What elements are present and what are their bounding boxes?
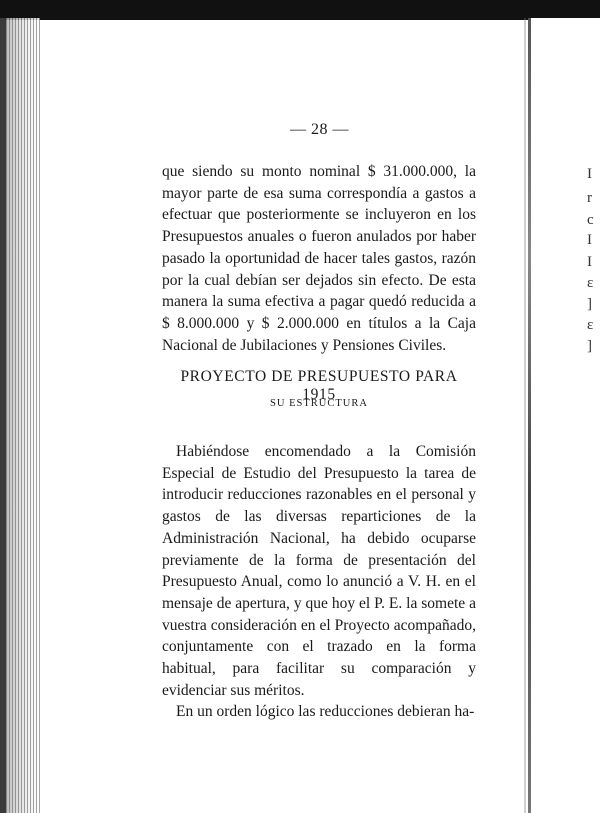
adjacent-page-fragment: I	[587, 232, 592, 248]
adjacent-page-fragment: c	[587, 212, 594, 228]
paragraph-1-text: que siendo su monto nominal $ 31.000.000, la mayor parte de esa suma correspondía a gastos a efectuar que posteriormente se incluyeron en los Presupuestos anuales o fueron anulados por haber pasado la oportunidad de hacer tales gastos, razón por la cual debían ser dejados sin efecto. De esta manera la suma efectiva a pagar quedó reducida a $ 8.000.000 y $ 2.000.000 en títulos a la Caja Nacional de Jubilaciones y Pensiones Civiles.	[162, 163, 476, 354]
section-heading: PROYECTO DE PRESUPUESTO PARA 1915	[180, 368, 458, 403]
adjacent-page-fragment: ]	[587, 338, 592, 354]
adjacent-page-fragment: r	[587, 190, 592, 206]
adjacent-page-fragment: I	[587, 166, 592, 182]
paragraph-2	[162, 441, 476, 723]
adjacent-page-fragment: ε	[587, 317, 594, 333]
adjacent-page-fragment: ε	[587, 275, 594, 291]
section-subheading: SU ESTRUCTURA	[270, 398, 368, 409]
adjacent-page-fragment: ]	[587, 296, 592, 312]
paragraph-1	[162, 161, 476, 356]
paragraph-2-text: Habiéndose encomendado a la Comisión Especial de Estudio del Presupuesto la tarea de introducir reducciones razonables en el personal y gastos de las diversas reparticiones de la Administración Nacional, ha debido ocuparse previamente de la forma de presentación del Presupuesto Anual, como lo anunció a V. H. en el mensaje de apertura, y que hoy el P. E. la somete a vuestra consideración en el Proyecto acompañado, conjuntamente con el trazado en la forma habitual, para facilitar su comparación y evidenciar sus méritos.	[162, 443, 476, 699]
paragraph-3-text: En un orden lógico las reducciones debieran ha-	[176, 703, 475, 721]
adjacent-page-fragment: I	[587, 254, 592, 270]
page-number: — 28 —	[290, 121, 349, 138]
